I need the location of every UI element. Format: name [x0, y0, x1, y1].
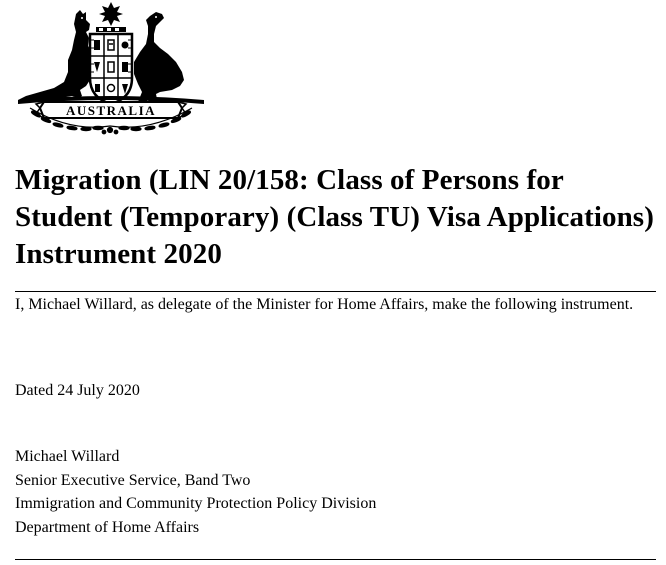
- signatory-department: Department of Home Affairs: [15, 518, 200, 536]
- emu-icon: [134, 12, 184, 110]
- instrument-title: Migration (LIN 20/158: Class of Persons for Student (Temporary) (Class TU) Visa Applications) Instrument 2020: [15, 164, 654, 270]
- shield-icon: [90, 34, 132, 104]
- divider-top: [15, 291, 656, 292]
- signatory-name: Michael Willard: [15, 448, 120, 465]
- signatory-block: [15, 445, 656, 539]
- motto-scroll: [36, 102, 186, 118]
- crest-label: AUSTRALIA: [65, 103, 157, 118]
- signatory-position: Senior Executive Service, Band Two: [15, 471, 251, 489]
- date-line: Dated 24 July 2020: [15, 382, 140, 399]
- enacting-words: I, Michael Willard, as delegate of the Minister for Home Affairs, make the following instrument.: [15, 296, 634, 313]
- commonwealth-star-icon: [99, 2, 123, 26]
- signatory-division: Immigration and Community Protection Policy Division: [15, 495, 377, 512]
- divider-bottom: [15, 559, 656, 560]
- torse-icon: [96, 27, 126, 32]
- australian-coat-of-arms-icon: [10, 0, 210, 140]
- kangaroo-icon: [18, 10, 96, 102]
